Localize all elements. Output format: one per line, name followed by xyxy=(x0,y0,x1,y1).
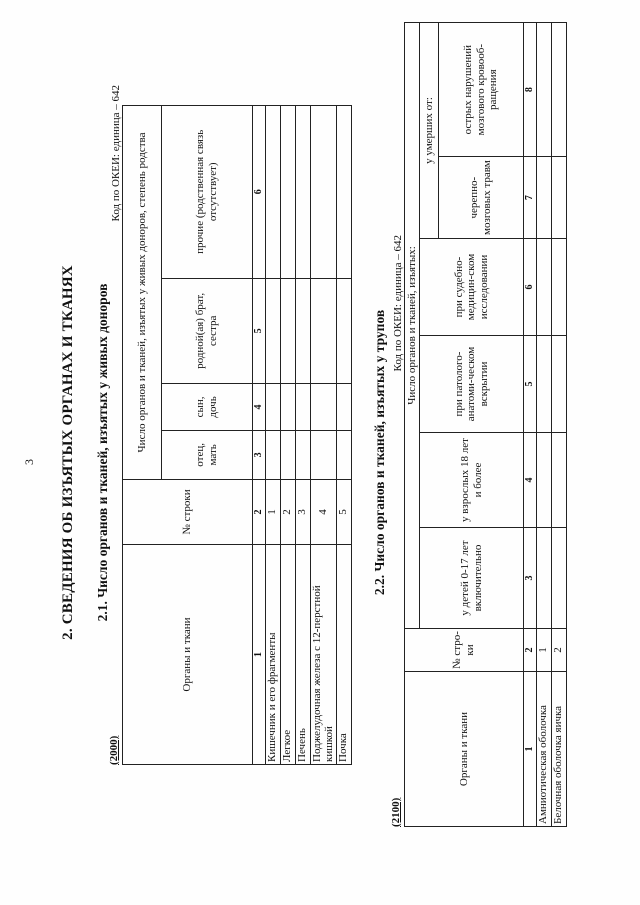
table1-colnum: 1 xyxy=(253,545,266,765)
table-row xyxy=(310,106,336,765)
table-row xyxy=(336,106,351,765)
row-number: 1 xyxy=(536,629,551,672)
data-cell xyxy=(551,23,566,157)
table2-heading: 2.2. Число органов и тканей, изъятых у трупов xyxy=(372,309,387,596)
data-cell xyxy=(536,336,551,433)
row-label: Амниотическая оболочка xyxy=(536,672,551,827)
table2-sub-group-header: у умерших от: xyxy=(420,23,439,239)
data-cell xyxy=(536,23,551,157)
data-cell xyxy=(536,239,551,336)
data-cell xyxy=(265,430,280,479)
data-cell xyxy=(310,430,336,479)
data-cell xyxy=(336,106,351,279)
table2-colnum: 2 xyxy=(524,629,537,672)
row-number: 2 xyxy=(551,629,566,672)
table1-col-organs: Органы и ткани xyxy=(123,545,253,765)
table2-colnum: 7 xyxy=(524,157,537,239)
table2-col-children: у детей 0-17 лет включительно xyxy=(420,528,524,629)
data-cell xyxy=(336,384,351,431)
table2-col-forensic: при судебно-медицин-ском исследовании xyxy=(420,239,524,336)
row-number: 4 xyxy=(310,480,336,545)
data-cell xyxy=(551,433,566,528)
table2-group-header: Число органов и тканей, изъятых: xyxy=(405,23,420,629)
row-label: Легкое xyxy=(280,545,295,765)
table2-col-row-no: № стро-ки xyxy=(405,629,524,672)
table1-colnum: 4 xyxy=(253,384,266,431)
section-title: 2. СВЕДЕНИЯ ОБ ИЗЪЯТЫХ ОРГАНАХ И ТКАНЯХ xyxy=(60,265,76,640)
table1-col-row-no: № строки xyxy=(123,480,253,545)
table1-col-parents: отец, мать xyxy=(162,430,253,479)
data-cell xyxy=(536,157,551,239)
data-cell xyxy=(295,430,310,479)
table-row xyxy=(551,23,566,827)
row-label: Поджелудочная железа с 12-перстной кишкой xyxy=(310,545,336,765)
row-label: Белочная оболочка яичка xyxy=(551,672,566,827)
table2-colnum: 6 xyxy=(524,239,537,336)
table2 xyxy=(404,22,567,827)
table1-colnum: 2 xyxy=(253,480,266,545)
row-label: Печень xyxy=(295,545,310,765)
table2-colnum: 1 xyxy=(524,672,537,827)
table1-colnum: 3 xyxy=(253,430,266,479)
table2-colnum: 4 xyxy=(524,433,537,528)
row-label: Почка xyxy=(336,545,351,765)
table1-code: (2000) xyxy=(108,735,120,765)
data-cell xyxy=(280,278,295,384)
data-cell xyxy=(265,106,280,279)
row-number: 1 xyxy=(265,480,280,545)
data-cell xyxy=(265,384,280,431)
table1 xyxy=(122,105,352,765)
table-row xyxy=(280,106,295,765)
data-cell xyxy=(551,157,566,239)
table1-group-header: Число органов и тканей, изъятых у живых доноров, степень родства xyxy=(123,106,162,480)
data-cell xyxy=(551,336,566,433)
data-cell xyxy=(310,384,336,431)
data-cell xyxy=(280,384,295,431)
data-cell xyxy=(551,239,566,336)
data-cell xyxy=(536,433,551,528)
table2-col-stroke: острых нарушений мозгового кровооб-ращения xyxy=(439,23,524,157)
data-cell xyxy=(551,528,566,629)
table2-col-tbi: черепно-мозговых травм xyxy=(439,157,524,239)
row-number: 3 xyxy=(295,480,310,545)
table1-col-other: прочие (родственная связь отсутствует) xyxy=(162,106,253,279)
table1-col-children: сын, дочь xyxy=(162,384,253,431)
table2-okei: Код по ОКЕИ: единица – 642 xyxy=(392,235,404,372)
data-cell xyxy=(295,106,310,279)
data-cell xyxy=(265,278,280,384)
data-cell xyxy=(536,528,551,629)
data-cell xyxy=(310,106,336,279)
data-cell xyxy=(295,384,310,431)
table2-col-adults: у взрослых 18 лет и более xyxy=(420,433,524,528)
row-number: 5 xyxy=(336,480,351,545)
data-cell xyxy=(295,278,310,384)
table2-col-pathology: при патолого-анатоми-ческом вскрытии xyxy=(420,336,524,433)
table2-colnum: 5 xyxy=(524,336,537,433)
table-row xyxy=(265,106,280,765)
data-cell xyxy=(336,430,351,479)
table-row xyxy=(295,106,310,765)
data-cell xyxy=(280,430,295,479)
row-number: 2 xyxy=(280,480,295,545)
page-number: 3 xyxy=(22,459,36,465)
table2-col-organs: Органы и ткани xyxy=(405,672,524,827)
table-row xyxy=(536,23,551,827)
table2-code: (2100) xyxy=(390,797,402,827)
table1-colnum: 5 xyxy=(253,278,266,384)
table1-col-siblings: родной(ая) брат, сестра xyxy=(162,278,253,384)
row-label: Кишечник и его фрагменты xyxy=(265,545,280,765)
table1-heading: 2.1. Число органов и тканей, изъятых у живых доноров xyxy=(95,283,110,622)
data-cell xyxy=(280,106,295,279)
table2-colnum: 8 xyxy=(524,23,537,157)
data-cell xyxy=(310,278,336,384)
table1-okei: Код по ОКЕИ: единица – 642 xyxy=(110,85,122,222)
table2-colnum: 3 xyxy=(524,528,537,629)
data-cell xyxy=(336,278,351,384)
table1-colnum: 6 xyxy=(253,106,266,279)
